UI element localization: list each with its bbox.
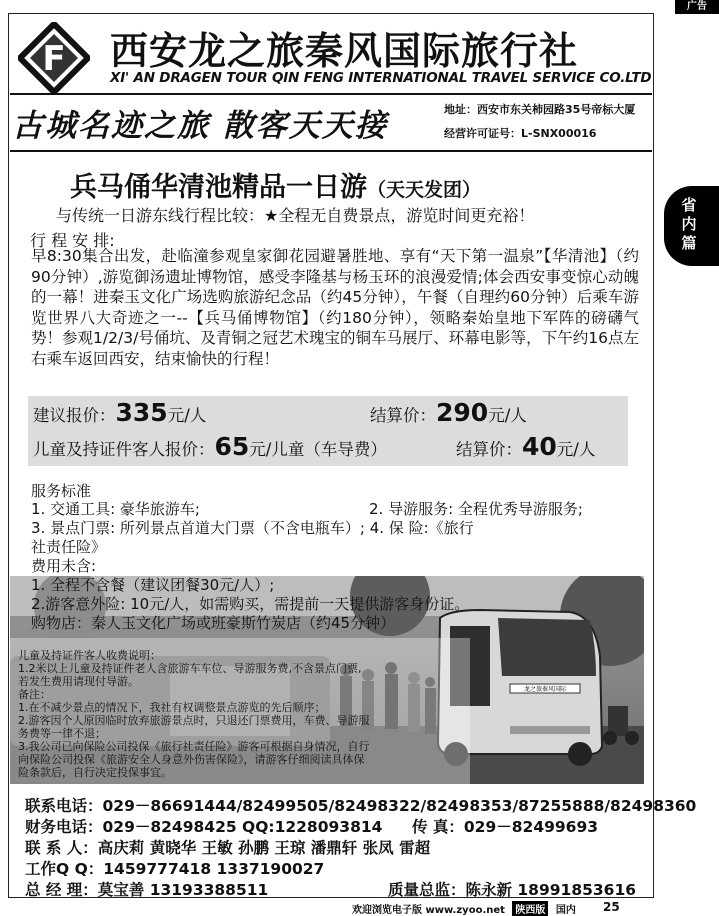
service-heading: 服务标准 — [31, 482, 92, 500]
adult-price — [33, 398, 206, 427]
exclusion-meals: 1. 全程不含餐（建议团餐30元/人）; — [31, 576, 275, 594]
slogan: 古城名迹之旅 散客天天接 — [12, 108, 388, 144]
child-price — [33, 432, 387, 461]
footer-welcome: 欢迎浏览电子版 — [352, 905, 422, 916]
note-line: 务费等一律不退； — [18, 727, 106, 740]
child-settle-price — [456, 432, 595, 461]
settle-price-value: 290 — [436, 398, 489, 427]
section-tab-label: 省内篇 — [681, 196, 697, 252]
company-name-cn: 西安龙之旅秦风国际旅行社 — [110, 29, 579, 73]
page-number: 25 — [603, 900, 620, 914]
general-manager: 总 经 理：莫宝善 13193388511 — [25, 881, 269, 899]
schedule-heading: 行 程 安 排: — [30, 231, 115, 250]
fax-number: 传 真：029－82499693 — [412, 818, 599, 836]
settle-price-unit: 元/人 — [488, 406, 527, 425]
shopping-stop: 购物店：秦人玉文化广场或班豪斯竹炭店（约45分钟） — [31, 614, 396, 632]
child-price-value: 65 — [214, 432, 250, 461]
contact-people: 联 系 人：高庆莉 黄晓华 王敏 孙鹏 王琼 潘鼎轩 张凤 雷超 — [25, 839, 431, 857]
finance-phone: 财务电话：029－82498425 QQ:1228093814 — [25, 818, 383, 836]
settle-price-label: 结算价： — [370, 406, 436, 425]
company-logo-icon — [18, 22, 90, 94]
ad-tag: 广告 — [675, 0, 719, 14]
footer-url[interactable]: www.zyoo.net — [425, 905, 505, 916]
footer-edition-badge: 陕西版 — [512, 901, 548, 916]
note-line: 备注： — [18, 688, 51, 701]
comparison-line: 与传统一日游东线行程比较：★全程无自费景点，游览时间更充裕！ — [56, 206, 535, 225]
adult-price-unit: 元/人 — [167, 406, 207, 425]
license-number: 经营许可证号：L-SNX00016 — [444, 127, 597, 140]
adult-price-label: 建议报价： — [33, 406, 116, 425]
service-line-3: 社责任险》 — [31, 538, 107, 556]
logo-letter: F — [42, 39, 66, 79]
service-line-1 — [31, 500, 641, 519]
note-line: 若发生费用请现付导游。 — [18, 675, 139, 688]
section-tab — [664, 186, 719, 266]
child-settle-label: 结算价： — [456, 440, 522, 459]
company-name-en: XI' AN DRAGEN TOUR QIN FENG INTERNATIONAL TRAVEL SERVICE CO.LTD — [110, 70, 652, 86]
note-line: 儿童及持证件客人收费说明： — [18, 649, 161, 662]
footer-section: 国内 — [555, 905, 576, 916]
work-qq: 工作Q Q：1459777418 1337190027 — [25, 860, 325, 878]
address: 地址：西安市东关柿园路35号帝标大厦 — [444, 103, 636, 116]
settle-price — [370, 398, 527, 427]
slogan-rule — [10, 150, 652, 152]
child-price-unit: 元/儿童（车导费） — [249, 440, 387, 459]
bus-sign: 龙之旅秦风国际 — [523, 686, 567, 693]
child-price-label: 儿童及持证件客人报价： — [33, 440, 215, 459]
note-line: 1.在不减少景点的情况下，我社有权调整景点游览的先后顺序； — [18, 701, 326, 714]
note-line: 3.我公司已向保险公司投保《旅行社责任险》游客可根据自身情况，自行 — [18, 740, 370, 753]
contact-phone: 联系电话：029－86691444/82499505/82498322/82498353/87255888/82498360 — [25, 797, 697, 815]
quality-director: 质量总监：陈永新 18991853616 — [388, 881, 637, 899]
exclusion-insurance: 2.游客意外险: 10元/人，如需购买，需提前一天提供游客身份证。 — [31, 595, 470, 613]
header-rule — [10, 93, 652, 95]
note-line: 向保险公司投保《旅游安全人身意外伤害保险》，请游客仔细阅读具体保 — [18, 753, 365, 766]
service-line-2: 3. 景点门票: 所列景点首道大门票（不含电瓶车）; 4. 保 险:《旅行 — [31, 519, 474, 537]
adult-price-value: 335 — [115, 398, 168, 427]
itinerary-text: 早8:30集合出发，赴临潼参观皇家御花园避暑胜地、享有“天下第一温泉”【华清池】（约90分钟）,游览御汤遗址博物馆，感受李隆基与杨玉环的浪漫爱情;体会西安事变惊心动魄的一幕！进秦玉文化广场选购旅游纪念品（约45分钟），午餐（自理约60分钟）后乘车游览世界八大奇迹之一--【兵马俑博物馆】（约180分钟），领略秦始皇地下军阵的磅礴气势！参观1/2/3/号俑坑、及青铜之冠艺术瑰宝的铜车马展厅、环幕电影等，下午约16点左右乘车返回西安，结束愉快的行程！ — [31, 247, 639, 368]
tour-title — [70, 165, 481, 204]
child-settle-value: 40 — [522, 432, 557, 461]
tour-title-main: 兵马俑华清池精品一日游 — [70, 172, 367, 203]
note-line: 1.2米以上儿童及持证件老人含旅游车车位、导游服务费,不含景点门票, — [18, 662, 362, 675]
exclusions-heading: 费用未含: — [31, 557, 97, 575]
service-transport: 1. 交通工具: 豪华旅游车; — [31, 500, 200, 518]
note-line: 2.游客因个人原因临时放弃旅游景点时，只退还门票费用，车费、导游服 — [18, 714, 370, 727]
note-line: 险条款后，自行决定投保事宜。 — [18, 766, 172, 779]
footer-bar — [352, 901, 576, 915]
service-guide: 2. 导游服务: 全程优秀导游服务; — [369, 500, 583, 518]
tour-title-sub: （天天发团） — [367, 179, 482, 201]
child-settle-unit: 元/人 — [556, 440, 596, 459]
